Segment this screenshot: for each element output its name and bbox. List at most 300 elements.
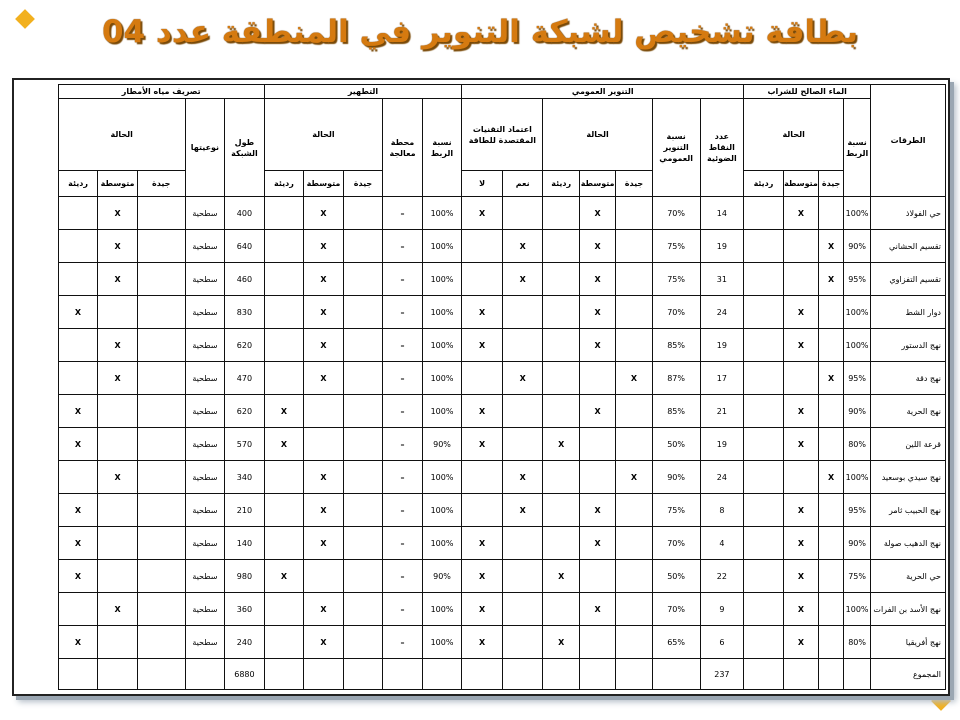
light-points: 22 xyxy=(700,560,744,593)
water-bad-mark xyxy=(744,527,784,560)
water-bad-mark xyxy=(744,230,784,263)
header-sanitation-bad: رديئة xyxy=(264,171,304,197)
lighting-bad-mark xyxy=(543,197,579,230)
sanitation-bad-mark xyxy=(264,626,304,659)
stormwater-bad-mark xyxy=(58,263,98,296)
table-row xyxy=(19,527,946,560)
water-rate: 80% xyxy=(844,626,871,659)
water-bad-mark xyxy=(744,197,784,230)
water-bad-mark xyxy=(744,626,784,659)
sanitation-rate: 90% xyxy=(422,428,462,461)
light-points: 6 xyxy=(700,626,744,659)
street-name: حي الفولاذ xyxy=(871,197,946,230)
lighting-good-mark xyxy=(616,296,652,329)
water-good-mark xyxy=(819,197,844,230)
water-good-mark xyxy=(819,329,844,362)
stormwater-bad-mark xyxy=(58,362,98,395)
treatment-station: – xyxy=(383,296,423,329)
stormwater-medium-mark xyxy=(98,296,138,329)
lighting-rate: 85% xyxy=(652,395,700,428)
table-row xyxy=(19,395,946,428)
table-row xyxy=(19,461,946,494)
table-row xyxy=(19,296,946,329)
sanitation-good-mark xyxy=(343,263,383,296)
sanitation-good-mark xyxy=(343,527,383,560)
header-streets: الطرقات xyxy=(871,85,946,197)
header-type: نوعيتها xyxy=(185,99,225,197)
stormwater-good-mark xyxy=(137,329,185,362)
stormwater-bad-mark: X xyxy=(58,626,98,659)
energy-no-mark xyxy=(462,230,503,263)
water-medium-mark: X xyxy=(783,494,818,527)
street-name: نهج الأسد بن الفرات xyxy=(871,593,946,626)
network-length: 210 xyxy=(225,494,265,527)
sanitation-medium-mark: X xyxy=(304,362,344,395)
network-type: سطحية xyxy=(185,461,225,494)
water-medium-mark xyxy=(783,362,818,395)
stormwater-bad-mark: X xyxy=(58,527,98,560)
stormwater-medium-mark xyxy=(98,395,138,428)
energy-yes-mark xyxy=(502,560,543,593)
water-bad-mark xyxy=(744,560,784,593)
water-rate: 75% xyxy=(844,560,871,593)
network-type: سطحية xyxy=(185,593,225,626)
water-rate: 95% xyxy=(844,362,871,395)
sanitation-medium-mark xyxy=(304,560,344,593)
sanitation-bad-mark xyxy=(264,197,304,230)
stormwater-good-mark xyxy=(137,230,185,263)
sanitation-bad-mark xyxy=(264,527,304,560)
stormwater-bad-mark xyxy=(58,197,98,230)
water-bad-mark xyxy=(744,296,784,329)
stormwater-medium-mark xyxy=(98,626,138,659)
street-name: نهج دقة xyxy=(871,362,946,395)
network-length: 240 xyxy=(225,626,265,659)
stormwater-medium-mark: X xyxy=(98,593,138,626)
total-network-length: 6880 xyxy=(225,659,265,690)
water-medium-mark: X xyxy=(783,395,818,428)
lighting-rate: 50% xyxy=(652,428,700,461)
lighting-bad-mark: X xyxy=(543,428,579,461)
lighting-good-mark xyxy=(616,593,652,626)
water-rate: 90% xyxy=(844,230,871,263)
sanitation-medium-mark: X xyxy=(304,626,344,659)
lighting-good-mark xyxy=(616,230,652,263)
table-body xyxy=(19,197,946,690)
diagnosis-table xyxy=(18,84,946,690)
water-medium-mark: X xyxy=(783,197,818,230)
sanitation-good-mark xyxy=(343,428,383,461)
light-points: 9 xyxy=(700,593,744,626)
lighting-good-mark xyxy=(616,560,652,593)
light-points: 17 xyxy=(700,362,744,395)
stormwater-bad-mark: X xyxy=(58,428,98,461)
network-type: سطحية xyxy=(185,527,225,560)
water-good-mark: X xyxy=(819,230,844,263)
header-sanitation: التطهير xyxy=(264,85,462,99)
lighting-medium-mark: X xyxy=(579,593,615,626)
sanitation-rate: 100% xyxy=(422,461,462,494)
treatment-station: – xyxy=(383,329,423,362)
stormwater-good-mark xyxy=(137,560,185,593)
stormwater-medium-mark: X xyxy=(98,230,138,263)
lighting-bad-mark xyxy=(543,230,579,263)
light-points: 8 xyxy=(700,494,744,527)
energy-no-mark: X xyxy=(462,197,503,230)
water-bad-mark xyxy=(744,494,784,527)
table-row xyxy=(19,329,946,362)
light-points: 24 xyxy=(700,461,744,494)
lighting-good-mark xyxy=(616,494,652,527)
sanitation-rate: 100% xyxy=(422,329,462,362)
sanitation-medium-mark: X xyxy=(304,593,344,626)
stormwater-medium-mark: X xyxy=(98,362,138,395)
stormwater-good-mark xyxy=(137,395,185,428)
lighting-medium-mark: X xyxy=(579,197,615,230)
street-name: نهج أفريقيا xyxy=(871,626,946,659)
sanitation-medium-mark: X xyxy=(304,197,344,230)
header-sanitation-good: جيدة xyxy=(343,171,383,197)
light-points: 24 xyxy=(700,296,744,329)
light-points: 21 xyxy=(700,395,744,428)
network-type: سطحية xyxy=(185,494,225,527)
energy-no-mark: X xyxy=(462,329,503,362)
network-length: 460 xyxy=(225,263,265,296)
energy-yes-mark xyxy=(502,329,543,362)
sanitation-bad-mark xyxy=(264,329,304,362)
header-stormwater-state: الحالة xyxy=(58,99,185,171)
sanitation-good-mark xyxy=(343,560,383,593)
lighting-rate: 85% xyxy=(652,329,700,362)
water-rate: 100% xyxy=(844,461,871,494)
water-good-mark xyxy=(819,626,844,659)
header-lighting-rate: نسبة التنوير العمومي xyxy=(652,99,700,197)
table-row xyxy=(19,560,946,593)
lighting-medium-mark: X xyxy=(579,527,615,560)
lighting-rate: 70% xyxy=(652,527,700,560)
network-type: سطحية xyxy=(185,230,225,263)
header-water-bad: رديئة xyxy=(744,171,784,197)
street-name: قرعة اللين xyxy=(871,428,946,461)
sanitation-rate: 100% xyxy=(422,626,462,659)
table-row xyxy=(19,626,946,659)
lighting-good-mark xyxy=(616,263,652,296)
header-lighting-state: الحالة xyxy=(543,99,652,171)
sanitation-rate: 100% xyxy=(422,593,462,626)
water-medium-mark: X xyxy=(783,296,818,329)
header-sanitation-state: الحالة xyxy=(264,99,383,171)
lighting-bad-mark xyxy=(543,362,579,395)
network-type: سطحية xyxy=(185,395,225,428)
lighting-medium-mark: X xyxy=(579,230,615,263)
lighting-rate: 65% xyxy=(652,626,700,659)
treatment-station: – xyxy=(383,395,423,428)
sanitation-medium-mark: X xyxy=(304,461,344,494)
sanitation-medium-mark xyxy=(304,428,344,461)
table-row xyxy=(19,494,946,527)
sanitation-medium-mark: X xyxy=(304,527,344,560)
sanitation-rate: 100% xyxy=(422,395,462,428)
sanitation-medium-mark: X xyxy=(304,230,344,263)
energy-yes-mark xyxy=(502,395,543,428)
stormwater-bad-mark: X xyxy=(58,296,98,329)
sanitation-rate: 100% xyxy=(422,296,462,329)
network-type: سطحية xyxy=(185,362,225,395)
sanitation-rate: 100% xyxy=(422,230,462,263)
water-bad-mark xyxy=(744,428,784,461)
water-medium-mark: X xyxy=(783,626,818,659)
energy-no-mark: X xyxy=(462,593,503,626)
energy-no-mark: X xyxy=(462,395,503,428)
water-rate: 100% xyxy=(844,296,871,329)
lighting-bad-mark: X xyxy=(543,626,579,659)
lighting-medium-mark: X xyxy=(579,329,615,362)
water-good-mark xyxy=(819,560,844,593)
table-frame xyxy=(12,78,950,696)
lighting-good-mark xyxy=(616,329,652,362)
stormwater-medium-mark: X xyxy=(98,263,138,296)
water-good-mark: X xyxy=(819,263,844,296)
stormwater-good-mark xyxy=(137,494,185,527)
sanitation-bad-mark xyxy=(264,296,304,329)
water-rate: 80% xyxy=(844,428,871,461)
network-type: سطحية xyxy=(185,296,225,329)
lighting-rate: 70% xyxy=(652,593,700,626)
network-type: سطحية xyxy=(185,329,225,362)
header-network-length: طول الشبكة xyxy=(225,99,265,197)
header-water-state: الحالة xyxy=(744,99,844,171)
water-bad-mark xyxy=(744,329,784,362)
sanitation-good-mark xyxy=(343,362,383,395)
stormwater-good-mark xyxy=(137,461,185,494)
energy-yes-mark xyxy=(502,197,543,230)
energy-no-mark: X xyxy=(462,428,503,461)
water-medium-mark: X xyxy=(783,329,818,362)
lighting-medium-mark xyxy=(579,362,615,395)
network-length: 360 xyxy=(225,593,265,626)
lighting-rate: 75% xyxy=(652,494,700,527)
light-points: 19 xyxy=(700,230,744,263)
stormwater-medium-mark xyxy=(98,494,138,527)
sanitation-rate: 100% xyxy=(422,362,462,395)
lighting-good-mark xyxy=(616,395,652,428)
lighting-rate: 70% xyxy=(652,197,700,230)
header-yes: نعم xyxy=(502,171,543,197)
treatment-station: – xyxy=(383,362,423,395)
energy-no-mark xyxy=(462,494,503,527)
header-stormwater-good: جيدة xyxy=(137,171,185,197)
sanitation-rate: 100% xyxy=(422,494,462,527)
header-no: لا xyxy=(462,171,503,197)
treatment-station: – xyxy=(383,197,423,230)
sanitation-good-mark xyxy=(343,296,383,329)
header-sanitation-medium: متوسطة xyxy=(304,171,344,197)
light-points: 31 xyxy=(700,263,744,296)
sanitation-rate: 100% xyxy=(422,527,462,560)
energy-yes-mark xyxy=(502,593,543,626)
sanitation-bad-mark: X xyxy=(264,428,304,461)
stormwater-good-mark xyxy=(137,428,185,461)
energy-no-mark xyxy=(462,263,503,296)
stormwater-good-mark xyxy=(137,362,185,395)
lighting-bad-mark xyxy=(543,494,579,527)
water-medium-mark: X xyxy=(783,593,818,626)
water-good-mark xyxy=(819,593,844,626)
lighting-medium-mark: X xyxy=(579,263,615,296)
sanitation-rate: 100% xyxy=(422,263,462,296)
treatment-station: – xyxy=(383,560,423,593)
water-good-mark: X xyxy=(819,362,844,395)
water-good-mark: X xyxy=(819,461,844,494)
water-medium-mark xyxy=(783,263,818,296)
lighting-rate: 87% xyxy=(652,362,700,395)
sanitation-bad-mark xyxy=(264,362,304,395)
header-energy-tech: اعتماد التقنيات المقتصدة للطاقة xyxy=(462,99,543,171)
header-water-medium: متوسطة xyxy=(783,171,818,197)
energy-no-mark: X xyxy=(462,296,503,329)
treatment-station: – xyxy=(383,461,423,494)
sanitation-rate: 90% xyxy=(422,560,462,593)
sanitation-medium-mark: X xyxy=(304,263,344,296)
energy-yes-mark xyxy=(502,527,543,560)
water-medium-mark: X xyxy=(783,527,818,560)
water-medium-mark xyxy=(783,230,818,263)
treatment-station: – xyxy=(383,494,423,527)
header-water-good: جيدة xyxy=(819,171,844,197)
energy-yes-mark: X xyxy=(502,362,543,395)
sanitation-medium-mark xyxy=(304,395,344,428)
header-sanitation-rate: نسبة الربط xyxy=(422,99,462,197)
street-name: حي الحرية xyxy=(871,560,946,593)
sanitation-rate: 100% xyxy=(422,197,462,230)
header-light-points: عدد النقاط الضوئية xyxy=(700,99,744,197)
page-title: بطاقة تشخيص لشبكة التنوير في المنطقة عدد 04 xyxy=(101,14,858,50)
sanitation-good-mark xyxy=(343,461,383,494)
lighting-good-mark xyxy=(616,626,652,659)
water-bad-mark xyxy=(744,362,784,395)
header-lighting-good: جيدة xyxy=(616,171,652,197)
sanitation-good-mark xyxy=(343,329,383,362)
water-rate: 100% xyxy=(844,329,871,362)
light-points: 4 xyxy=(700,527,744,560)
energy-no-mark: X xyxy=(462,626,503,659)
network-length: 470 xyxy=(225,362,265,395)
stormwater-medium-mark xyxy=(98,527,138,560)
light-points: 14 xyxy=(700,197,744,230)
sanitation-good-mark xyxy=(343,230,383,263)
energy-no-mark: X xyxy=(462,527,503,560)
lighting-medium-mark: X xyxy=(579,494,615,527)
sanitation-bad-mark xyxy=(264,263,304,296)
stormwater-good-mark xyxy=(137,527,185,560)
lighting-bad-mark xyxy=(543,263,579,296)
treatment-station: – xyxy=(383,428,423,461)
water-medium-mark: X xyxy=(783,560,818,593)
stormwater-good-mark xyxy=(137,263,185,296)
sanitation-good-mark xyxy=(343,197,383,230)
network-length: 340 xyxy=(225,461,265,494)
lighting-rate: 75% xyxy=(652,230,700,263)
lighting-rate: 90% xyxy=(652,461,700,494)
street-name: دوار الشط xyxy=(871,296,946,329)
network-length: 830 xyxy=(225,296,265,329)
water-good-mark xyxy=(819,428,844,461)
sanitation-bad-mark xyxy=(264,461,304,494)
energy-no-mark xyxy=(462,362,503,395)
sanitation-bad-mark xyxy=(264,230,304,263)
street-name: نهج الدهيب صولة xyxy=(871,527,946,560)
table-row xyxy=(19,230,946,263)
lighting-medium-mark: X xyxy=(579,296,615,329)
lighting-medium-mark xyxy=(579,626,615,659)
lighting-good-mark xyxy=(616,527,652,560)
treatment-station: – xyxy=(383,263,423,296)
treatment-station: – xyxy=(383,626,423,659)
header-water-rate: نسبة الربط xyxy=(844,99,871,197)
network-type: سطحية xyxy=(185,263,225,296)
network-length: 400 xyxy=(225,197,265,230)
stormwater-medium-mark: X xyxy=(98,197,138,230)
lighting-rate: 75% xyxy=(652,263,700,296)
street-name: نهج الحبيب ثامر xyxy=(871,494,946,527)
lighting-medium-mark xyxy=(579,560,615,593)
sanitation-medium-mark: X xyxy=(304,494,344,527)
lighting-good-mark: X xyxy=(616,461,652,494)
stormwater-bad-mark xyxy=(58,461,98,494)
water-rate: 90% xyxy=(844,527,871,560)
water-rate: 100% xyxy=(844,593,871,626)
lighting-good-mark: X xyxy=(616,362,652,395)
network-length: 140 xyxy=(225,527,265,560)
energy-yes-mark: X xyxy=(502,263,543,296)
lighting-bad-mark xyxy=(543,395,579,428)
water-good-mark xyxy=(819,527,844,560)
network-type: سطحية xyxy=(185,197,225,230)
water-rate: 95% xyxy=(844,494,871,527)
energy-yes-mark: X xyxy=(502,230,543,263)
water-rate: 90% xyxy=(844,395,871,428)
light-points: 19 xyxy=(700,428,744,461)
header-treatment-station: محطة معالجة xyxy=(383,99,423,197)
treatment-station: – xyxy=(383,593,423,626)
lighting-bad-mark xyxy=(543,296,579,329)
table-row xyxy=(19,197,946,230)
stormwater-bad-mark xyxy=(58,230,98,263)
lighting-good-mark xyxy=(616,197,652,230)
sanitation-bad-mark: X xyxy=(264,560,304,593)
treatment-station: – xyxy=(383,230,423,263)
water-good-mark xyxy=(819,296,844,329)
water-bad-mark xyxy=(744,395,784,428)
header-stormwater-bad: رديئة xyxy=(58,171,98,197)
network-type: سطحية xyxy=(185,626,225,659)
stormwater-bad-mark: X xyxy=(58,560,98,593)
lighting-bad-mark xyxy=(543,593,579,626)
water-good-mark xyxy=(819,494,844,527)
lighting-medium-mark: X xyxy=(579,395,615,428)
sanitation-good-mark xyxy=(343,593,383,626)
light-points: 19 xyxy=(700,329,744,362)
lighting-bad-mark xyxy=(543,527,579,560)
stormwater-good-mark xyxy=(137,593,185,626)
totals-row xyxy=(19,659,946,690)
stormwater-medium-mark: X xyxy=(98,461,138,494)
street-name: نهج الحرية xyxy=(871,395,946,428)
stormwater-good-mark xyxy=(137,197,185,230)
water-bad-mark xyxy=(744,461,784,494)
network-length: 570 xyxy=(225,428,265,461)
stormwater-medium-mark xyxy=(98,428,138,461)
